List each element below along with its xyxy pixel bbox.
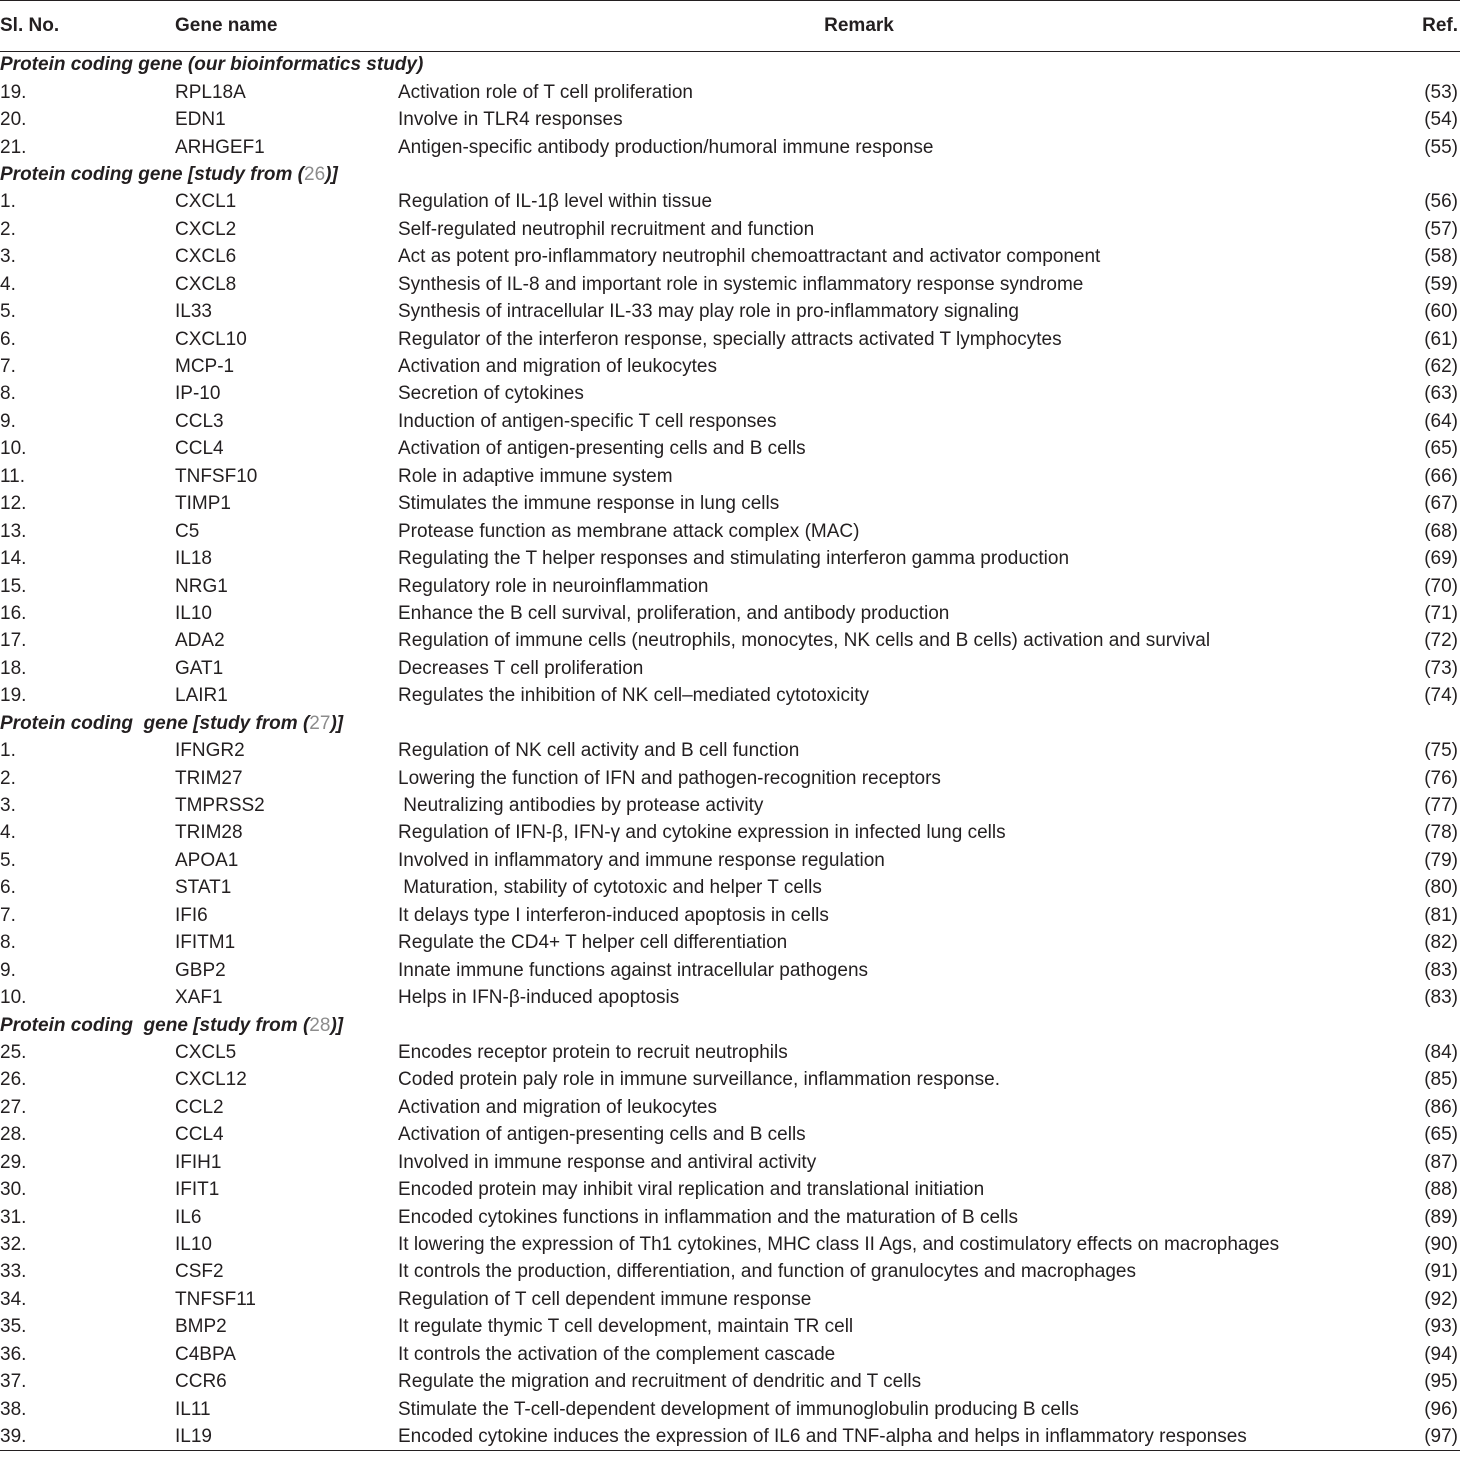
cell-remark: Induction of antigen-specific T cell responses	[398, 410, 777, 432]
cell-sl-no: 19.	[0, 685, 27, 707]
cell-remark: Regulation of NK cell activity and B cell function	[398, 740, 800, 762]
cell-remark: Synthesis of IL-8 and important role in systemic inflammatory response syndrome	[398, 273, 1084, 295]
section-title-suffix: )]	[330, 1014, 344, 1036]
table-row	[0, 1369, 1460, 1396]
table-row	[0, 1314, 1460, 1341]
cell-remark: Helps in IFN-β-induced apoptosis	[398, 987, 680, 1009]
cell-sl-no: 4.	[0, 822, 16, 844]
cell-sl-no: 5.	[0, 849, 16, 871]
table-row	[0, 298, 1460, 325]
cell-remark: It delays type I interferon-induced apoptosis in cells	[398, 904, 829, 926]
table-row	[0, 1176, 1460, 1203]
cell-remark: Act as potent pro-inflammatory neutrophil chemoattractant and activator component	[398, 246, 1101, 268]
header-row	[0, 1, 1460, 52]
citation-link[interactable]: 28	[309, 1014, 331, 1036]
cell-gene-name: XAF1	[175, 987, 223, 1009]
cell-gene-name: MCP-1	[175, 356, 235, 378]
cell-ref: (56)	[1424, 191, 1458, 213]
cell-sl-no: 11.	[0, 465, 26, 487]
cell-ref: (76)	[1424, 767, 1458, 789]
cell-remark: It lowering the expression of Th1 cytokines, MHC class II Ags, and costimulatory effects on macrophages	[398, 1234, 1280, 1256]
cell-gene-name: CCL4	[175, 438, 224, 460]
cell-remark: Activation and migration of leukocytes	[398, 1096, 717, 1118]
cell-remark: Regulation of IL-1β level within tissue	[398, 191, 713, 213]
cell-ref: (97)	[1380, 1423, 1460, 1450]
section-header-row	[0, 1012, 1460, 1039]
cell-gene-name: IFITM1	[175, 932, 236, 954]
table-row	[0, 628, 1460, 655]
section-title	[0, 52, 1460, 79]
cell-sl-no: 37.	[0, 1371, 27, 1393]
cell-remark: Synthesis of intracellular IL-33 may play role in pro-inflammatory signaling	[398, 301, 1019, 323]
table-row	[0, 463, 1460, 490]
table-row	[0, 545, 1460, 572]
cell-remark: Decreases T cell proliferation	[398, 657, 644, 679]
cell-ref: (74)	[1424, 685, 1458, 707]
cell-gene-name: IL10	[175, 1234, 212, 1256]
cell-ref: (55)	[1424, 136, 1458, 158]
cell-remark: Stimulates the immune response in lung cells	[398, 493, 780, 515]
cell-gene-name: C4BPA	[175, 1343, 236, 1365]
cell-remark: Regulates the inhibition of NK cell–mediated cytotoxicity	[398, 685, 870, 707]
cell-sl-no: 2.	[0, 218, 16, 240]
cell-sl-no: 14.	[0, 548, 27, 570]
cell-sl-no: 39.	[0, 1423, 175, 1450]
cell-gene-name: NRG1	[175, 575, 228, 597]
cell-gene-name: TRIM27	[175, 767, 243, 789]
table-row	[0, 518, 1460, 545]
section-title-prefix: Protein coding gene [study from (	[0, 712, 310, 734]
cell-sl-no: 34.	[0, 1288, 27, 1310]
table-row	[0, 765, 1460, 792]
cell-gene-name: CCR6	[175, 1371, 227, 1393]
cell-ref: (89)	[1424, 1206, 1458, 1228]
table-row	[0, 79, 1460, 106]
cell-gene-name: CCL2	[175, 1096, 224, 1118]
cell-ref: (79)	[1424, 849, 1458, 871]
cell-sl-no: 10.	[0, 987, 27, 1009]
table-row	[0, 408, 1460, 435]
cell-sl-no: 5.	[0, 301, 16, 323]
table-header	[0, 1, 1460, 52]
cell-ref: (68)	[1424, 520, 1458, 542]
table-row	[0, 984, 1460, 1011]
cell-ref: (60)	[1424, 301, 1458, 323]
cell-gene-name: CXCL10	[175, 328, 247, 350]
table-row	[0, 134, 1460, 161]
cell-ref: (71)	[1424, 602, 1458, 624]
cell-gene-name: TNFSF11	[175, 1288, 256, 1310]
header-remark: Remark	[398, 1, 1380, 52]
cell-ref: (67)	[1424, 493, 1458, 515]
table-row	[0, 1122, 1460, 1149]
cell-remark: It controls the production, differentiation, and function of granulocytes and macrophages	[398, 1261, 1136, 1283]
table-row	[0, 820, 1460, 847]
section-title-prefix: Protein coding gene [study from (	[0, 163, 305, 185]
cell-ref: (82)	[1424, 932, 1458, 954]
table-row	[0, 1094, 1460, 1121]
cell-gene-name: IFI6	[175, 904, 208, 926]
cell-sl-no: 38.	[0, 1398, 27, 1420]
header-sl-no: Sl. No.	[0, 1, 175, 52]
cell-remark: Role in adaptive immune system	[398, 465, 673, 487]
cell-sl-no: 6.	[0, 877, 16, 899]
cell-ref: (86)	[1424, 1096, 1458, 1118]
cell-remark: Stimulate the T-cell-dependent development of immunoglobulin producing B cells	[398, 1398, 1079, 1420]
table-row	[0, 792, 1460, 819]
table-row	[0, 244, 1460, 271]
cell-gene-name: TRIM28	[175, 822, 243, 844]
cell-sl-no: 15.	[0, 575, 27, 597]
cell-sl-no: 9.	[0, 959, 16, 981]
cell-gene-name: CXCL6	[175, 246, 237, 268]
cell-ref: (78)	[1424, 822, 1458, 844]
table-row	[0, 1259, 1460, 1286]
cell-gene-name: CSF2	[175, 1261, 224, 1283]
cell-ref: (57)	[1424, 218, 1458, 240]
cell-ref: (73)	[1424, 657, 1458, 679]
cell-sl-no: 13.	[0, 520, 27, 542]
cell-remark: It controls the activation of the complement cascade	[398, 1343, 836, 1365]
table-row	[0, 491, 1460, 518]
section-title	[0, 710, 1460, 737]
cell-remark: Regulation of immune cells (neutrophils, monocytes, NK cells and B cells) activation and survival	[398, 630, 1211, 652]
cell-remark: Involve in TLR4 responses	[398, 109, 623, 131]
cell-sl-no: 7.	[0, 356, 16, 378]
cell-sl-no: 16.	[0, 602, 27, 624]
cell-ref: (65)	[1424, 1124, 1458, 1146]
cell-remark: Activation role of T cell proliferation	[398, 81, 694, 103]
table-row	[0, 1286, 1460, 1313]
cell-gene-name: TIMP1	[175, 493, 231, 515]
cell-remark: Antigen-specific antibody production/humoral immune response	[398, 136, 934, 158]
cell-remark: Regulation of IFN-β, IFN-γ and cytokine expression in infected lung cells	[398, 822, 1006, 844]
table-row	[0, 847, 1460, 874]
cell-sl-no: 1.	[0, 191, 16, 213]
table-row	[0, 1149, 1460, 1176]
cell-gene-name: IP-10	[175, 383, 221, 405]
cell-sl-no: 30.	[0, 1179, 27, 1201]
cell-ref: (80)	[1424, 877, 1458, 899]
cell-sl-no: 17.	[0, 630, 27, 652]
cell-ref: (65)	[1424, 438, 1458, 460]
cell-gene-name: CCL3	[175, 410, 224, 432]
table-row	[0, 683, 1460, 710]
cell-sl-no: 10.	[0, 438, 27, 460]
cell-sl-no: 8.	[0, 383, 16, 405]
cell-ref: (85)	[1424, 1069, 1458, 1091]
cell-sl-no: 9.	[0, 410, 16, 432]
cell-ref: (61)	[1424, 328, 1458, 350]
section-title-prefix: Protein coding gene [study from (	[0, 1014, 310, 1036]
section-title-text: Protein coding gene (our bioinformatics study)	[0, 54, 424, 76]
cell-remark: Encodes receptor protein to recruit neutrophils	[398, 1041, 788, 1063]
cell-gene-name: GBP2	[175, 959, 226, 981]
table-row	[0, 271, 1460, 298]
cell-sl-no: 3.	[0, 795, 16, 817]
cell-ref: (96)	[1424, 1398, 1458, 1420]
cell-gene-name: ADA2	[175, 630, 225, 652]
cell-ref: (83)	[1424, 987, 1458, 1009]
cell-ref: (53)	[1424, 81, 1458, 103]
cell-gene-name: STAT1	[175, 877, 232, 899]
table-row	[0, 106, 1460, 133]
table-body	[0, 52, 1460, 1451]
section-title	[0, 1012, 1460, 1039]
cell-remark: Innate immune functions against intracellular pathogens	[398, 959, 869, 981]
cell-gene-name: CCL4	[175, 1124, 224, 1146]
cell-sl-no: 36.	[0, 1343, 27, 1365]
cell-ref: (92)	[1424, 1288, 1458, 1310]
cell-remark: Protease function as membrane attack complex (MAC)	[398, 520, 860, 542]
cell-gene-name: ARHGEF1	[175, 136, 265, 158]
table-row	[0, 1341, 1460, 1368]
cell-gene-name: APOA1	[175, 849, 239, 871]
table-row	[0, 930, 1460, 957]
table-row	[0, 1396, 1460, 1423]
cell-ref: (84)	[1424, 1041, 1458, 1063]
cell-sl-no: 29.	[0, 1151, 27, 1173]
cell-gene-name: TNFSF10	[175, 465, 258, 487]
cell-gene-name: IFNGR2	[175, 740, 245, 762]
cell-sl-no: 26.	[0, 1069, 27, 1091]
cell-ref: (62)	[1424, 356, 1458, 378]
cell-remark: Activation of antigen-presenting cells and B cells	[398, 1124, 806, 1146]
cell-gene-name: GAT1	[175, 657, 224, 679]
table-row	[0, 957, 1460, 984]
table-row	[0, 902, 1460, 929]
section-title-suffix: )]	[330, 712, 344, 734]
cell-remark: Encoded protein may inhibit viral replication and translational initiation	[398, 1179, 985, 1201]
cell-remark: Involved in inflammatory and immune response regulation	[398, 849, 885, 871]
table-row	[0, 326, 1460, 353]
citation-link[interactable]: 26	[304, 163, 326, 185]
cell-gene-name: IL6	[175, 1206, 202, 1228]
table-row	[0, 737, 1460, 764]
cell-sl-no: 27.	[0, 1096, 27, 1118]
cell-ref: (72)	[1424, 630, 1458, 652]
cell-sl-no: 2.	[0, 767, 16, 789]
cell-gene-name: EDN1	[175, 109, 226, 131]
cell-ref: (66)	[1424, 465, 1458, 487]
section-title-suffix: )]	[325, 163, 338, 185]
cell-gene-name: IFIH1	[175, 1151, 222, 1173]
cell-ref: (81)	[1424, 904, 1458, 926]
cell-gene-name: C5	[175, 520, 200, 542]
cell-sl-no: 32.	[0, 1234, 27, 1256]
cell-remark: Regulation of T cell dependent immune response	[398, 1288, 812, 1310]
cell-remark: Neutralizing antibodies by protease activity	[398, 795, 764, 817]
cell-remark: Secretion of cytokines	[398, 383, 584, 405]
cell-ref: (63)	[1424, 383, 1458, 405]
cell-ref: (70)	[1424, 575, 1458, 597]
cell-sl-no: 19.	[0, 81, 27, 103]
cell-ref: (64)	[1424, 410, 1458, 432]
header-gene-name: Gene name	[175, 1, 398, 52]
cell-ref: (95)	[1424, 1371, 1458, 1393]
cell-remark: Encoded cytokines functions in inflammation and the maturation of B cells	[398, 1206, 1018, 1228]
table-row	[0, 353, 1460, 380]
cell-sl-no: 3.	[0, 246, 16, 268]
cell-remark: Activation of antigen-presenting cells and B cells	[398, 438, 806, 460]
table-row	[0, 1039, 1460, 1066]
cell-gene-name: CXCL2	[175, 218, 237, 240]
cell-sl-no: 33.	[0, 1261, 27, 1283]
cell-remark: Involved in immune response and antiviral activity	[398, 1151, 817, 1173]
table-row	[0, 1067, 1460, 1094]
cell-remark: Regulating the T helper responses and stimulating interferon gamma production	[398, 548, 1070, 570]
cell-ref: (58)	[1424, 246, 1458, 268]
cell-remark: Enhance the B cell survival, proliferation, and antibody production	[398, 602, 950, 624]
cell-gene-name: RPL18A	[175, 81, 246, 103]
cell-gene-name: IL11	[175, 1398, 211, 1420]
cell-ref: (90)	[1424, 1234, 1458, 1256]
cell-gene-name: TMPRSS2	[175, 795, 265, 817]
cell-remark: It regulate thymic T cell development, maintain TR cell	[398, 1316, 854, 1338]
section-header-row	[0, 161, 1460, 188]
cell-sl-no: 21.	[0, 136, 27, 158]
cell-gene-name: CXCL5	[175, 1041, 237, 1063]
cell-remark: Lowering the function of IFN and pathogen-recognition receptors	[398, 767, 941, 789]
table-row	[0, 381, 1460, 408]
table-row	[0, 1204, 1460, 1231]
cell-sl-no: 18.	[0, 657, 27, 679]
cell-sl-no: 1.	[0, 740, 16, 762]
cell-gene-name: IL19	[175, 1423, 398, 1450]
table-row	[0, 600, 1460, 627]
section-title	[0, 161, 1460, 188]
cell-ref: (83)	[1424, 959, 1458, 981]
cell-remark: Encoded cytokine induces the expression of IL6 and TNF-alpha and helps in inflammatory responses	[398, 1423, 1380, 1450]
cell-ref: (87)	[1424, 1151, 1458, 1173]
cell-ref: (91)	[1424, 1261, 1458, 1283]
cell-remark: Regulate the CD4+ T helper cell differentiation	[398, 932, 788, 954]
section-header-row	[0, 52, 1460, 79]
cell-ref: (54)	[1424, 109, 1458, 131]
cell-sl-no: 8.	[0, 932, 16, 954]
cell-gene-name: IL33	[175, 301, 212, 323]
cell-remark: Coded protein paly role in immune surveillance, inflammation response.	[398, 1069, 1000, 1091]
cell-ref: (69)	[1424, 548, 1458, 570]
cell-gene-name: CXCL12	[175, 1069, 247, 1091]
cell-sl-no: 12.	[0, 493, 27, 515]
table-row	[0, 1423, 1460, 1450]
table-row	[0, 573, 1460, 600]
table-row	[0, 655, 1460, 682]
citation-link[interactable]: 27	[309, 712, 331, 734]
cell-gene-name: CXCL8	[175, 273, 237, 295]
cell-ref: (75)	[1424, 740, 1458, 762]
cell-sl-no: 20.	[0, 109, 27, 131]
cell-remark: Regulate the migration and recruitment of dendritic and T cells	[398, 1371, 922, 1393]
table-row	[0, 216, 1460, 243]
cell-gene-name: IFIT1	[175, 1179, 220, 1201]
header-ref: Ref.	[1380, 1, 1460, 52]
cell-sl-no: 6.	[0, 328, 16, 350]
cell-gene-name: IL10	[175, 602, 212, 624]
cell-gene-name: IL18	[175, 548, 212, 570]
cell-sl-no: 35.	[0, 1316, 27, 1338]
cell-sl-no: 31.	[0, 1206, 27, 1228]
cell-ref: (77)	[1424, 795, 1458, 817]
table-row	[0, 1231, 1460, 1258]
cell-sl-no: 4.	[0, 273, 16, 295]
cell-remark: Regulatory role in neuroinflammation	[398, 575, 709, 597]
cell-ref: (93)	[1424, 1316, 1458, 1338]
table-row	[0, 875, 1460, 902]
cell-ref: (94)	[1424, 1343, 1458, 1365]
cell-gene-name: BMP2	[175, 1316, 227, 1338]
section-header-row	[0, 710, 1460, 737]
table-row	[0, 436, 1460, 463]
cell-ref: (88)	[1424, 1179, 1458, 1201]
cell-remark: Maturation, stability of cytotoxic and helper T cells	[398, 877, 822, 899]
cell-sl-no: 25.	[0, 1041, 27, 1063]
cell-gene-name: CXCL1	[175, 191, 237, 213]
cell-sl-no: 7.	[0, 904, 16, 926]
table-row	[0, 189, 1460, 216]
cell-sl-no: 28.	[0, 1124, 27, 1146]
cell-remark: Regulator of the interferon response, specially attracts activated T lymphocytes	[398, 328, 1062, 350]
cell-remark: Self-regulated neutrophil recruitment and function	[398, 218, 815, 240]
cell-gene-name: LAIR1	[175, 685, 228, 707]
cell-ref: (59)	[1424, 273, 1458, 295]
cell-remark: Activation and migration of leukocytes	[398, 356, 717, 378]
